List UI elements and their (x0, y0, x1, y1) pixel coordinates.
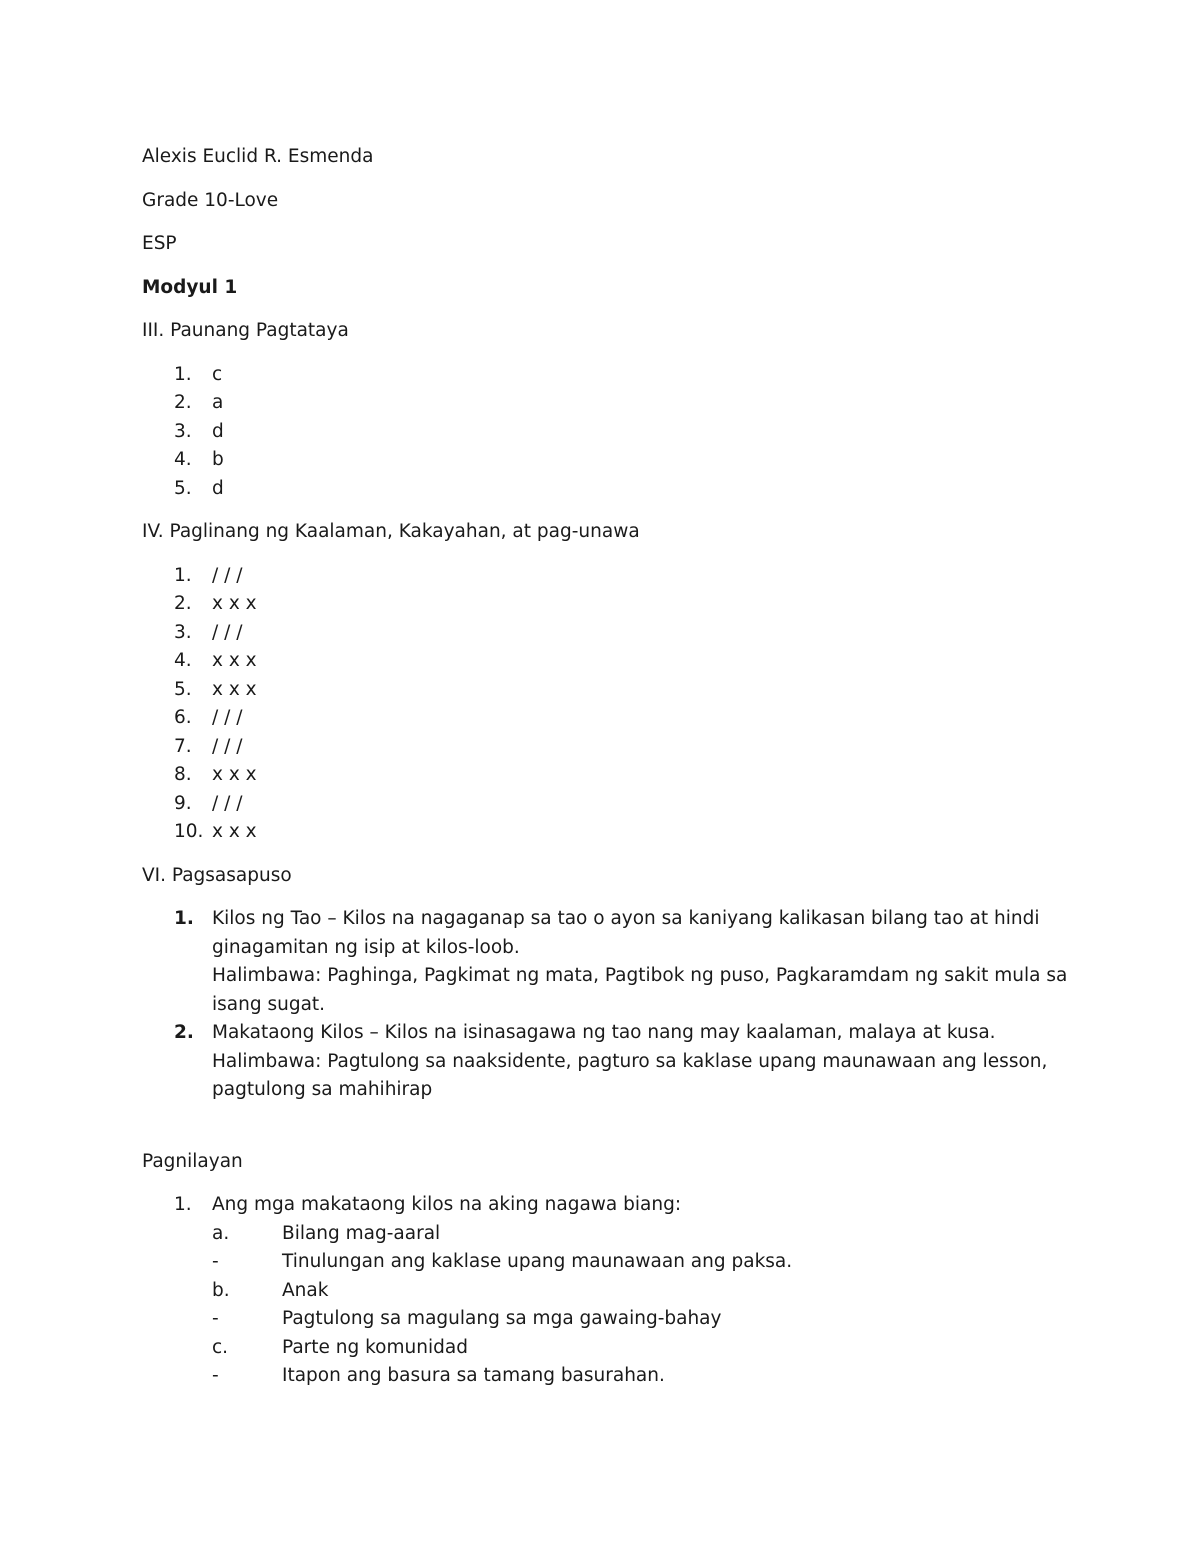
sub-marker: - (212, 1365, 219, 1386)
item-number: 9. (174, 792, 192, 814)
section-4-answers (142, 562, 1082, 847)
list-item (142, 619, 1082, 648)
list-item (142, 446, 1082, 475)
item-answer: x x x (212, 593, 257, 614)
item-answer: / / / (212, 707, 243, 728)
definition-text: Makataong Kilos – Kilos na isinasagawa ng tao nang may kaalaman, malaya at kusa. (212, 1022, 996, 1043)
item-number: 2. (174, 392, 192, 413)
sub-item (212, 1362, 1082, 1391)
list-item (142, 590, 1082, 619)
item-answer: / / / (212, 792, 243, 814)
sub-marker: b. (212, 1279, 230, 1301)
item-number: 3. (174, 621, 192, 643)
sub-marker: a. (212, 1222, 230, 1244)
sub-item (212, 1220, 1082, 1249)
item-answer: x x x (212, 764, 257, 785)
item-number: 6. (174, 707, 192, 728)
sub-text: Anak (282, 1279, 329, 1301)
item-answer: b (212, 449, 224, 470)
list-item (142, 389, 1082, 418)
section-3-answers (142, 361, 1082, 504)
item-answer: / / / (212, 735, 243, 757)
list-item (142, 790, 1082, 819)
list-item (142, 562, 1082, 591)
grade-section: Grade 10-Love (142, 189, 279, 211)
sub-item (212, 1305, 1082, 1334)
sub-marker: - (212, 1251, 219, 1272)
list-item (142, 418, 1082, 447)
document-body (142, 143, 1082, 1406)
item-number: 3. (174, 420, 192, 442)
item-answer: x x x (212, 678, 257, 700)
list-item (142, 733, 1082, 762)
item-answer: c (212, 363, 223, 385)
item-number: 4. (174, 650, 192, 671)
definition-example: Halimbawa: Paghinga, Pagkimat ng mata, Pagtibok ng puso, Pagkaramdam ng sakit mula sa isang sugat. (212, 965, 1068, 1015)
definition-example: Halimbawa: Pagtulong sa naaksidente, pagturo sa kaklase upang maunawaan ang lesson, pagtulong sa mahihirap (212, 1050, 1048, 1100)
item-number: 1. (174, 564, 192, 586)
definition-text: Kilos ng Tao – Kilos na nagaganap sa tao o ayon sa kaniyang kalikasan bilang tao at hindi ginagamitan ng isip at kilos-loob. (212, 908, 1040, 958)
item-number: 5. (174, 678, 192, 700)
sub-text: Bilang mag-aaral (282, 1222, 441, 1244)
subject: ESP (142, 233, 177, 254)
item-answer: / / / (212, 564, 243, 586)
item-number: 7. (174, 735, 192, 757)
item-number: 1. (174, 908, 194, 929)
item-number: 1. (174, 1194, 192, 1215)
item-number: 10. (174, 821, 204, 842)
item-number: 5. (174, 477, 192, 499)
list-item (142, 1191, 1082, 1391)
spacer (142, 1120, 1082, 1148)
item-number: 4. (174, 449, 192, 470)
list-item (142, 905, 1082, 1019)
list-item (142, 704, 1082, 733)
pagnilayan-title: Pagnilayan (142, 1150, 243, 1172)
item-answer: d (212, 477, 224, 499)
pagnilayan-question: Ang mga makataong kilos na aking nagawa biang: (212, 1194, 682, 1215)
list-item (142, 761, 1082, 790)
item-answer: x x x (212, 650, 257, 671)
sub-item (212, 1334, 1082, 1363)
student-name: Alexis Euclid R. Esmenda (142, 146, 374, 167)
item-answer: x x x (212, 821, 257, 842)
item-number: 8. (174, 764, 192, 785)
item-answer: / / / (212, 621, 243, 643)
item-answer: d (212, 420, 224, 442)
section-6-title: VI. Pagsasapuso (142, 864, 292, 886)
item-number: 2. (174, 593, 192, 614)
item-answer: a (212, 392, 224, 413)
list-item (142, 361, 1082, 390)
section-4-title: IV. Paglinang ng Kaalaman, Kakayahan, at pag-unawa (142, 521, 640, 542)
list-item (142, 818, 1082, 847)
list-item (142, 1019, 1082, 1105)
list-item (142, 676, 1082, 705)
list-item (142, 475, 1082, 504)
item-number: 2. (174, 1022, 194, 1043)
sub-marker: - (212, 1308, 219, 1329)
sub-item (212, 1248, 1082, 1277)
item-number: 1. (174, 363, 192, 385)
pagnilayan-sublist (212, 1220, 1082, 1391)
sub-text: Pagtulong sa magulang sa mga gawaing-bahay (282, 1308, 722, 1329)
sub-item (212, 1277, 1082, 1306)
module-title: Modyul 1 (142, 276, 238, 298)
sub-marker: c. (212, 1336, 229, 1358)
pagnilayan-list (142, 1191, 1082, 1391)
section-6-definitions (142, 905, 1082, 1105)
list-item (142, 647, 1082, 676)
sub-text: Tinulungan ang kaklase upang maunawaan ang paksa. (282, 1251, 793, 1272)
sub-text: Itapon ang basura sa tamang basurahan. (282, 1365, 665, 1386)
sub-text: Parte ng komunidad (282, 1336, 468, 1358)
section-3-title: III. Paunang Pagtataya (142, 320, 349, 341)
